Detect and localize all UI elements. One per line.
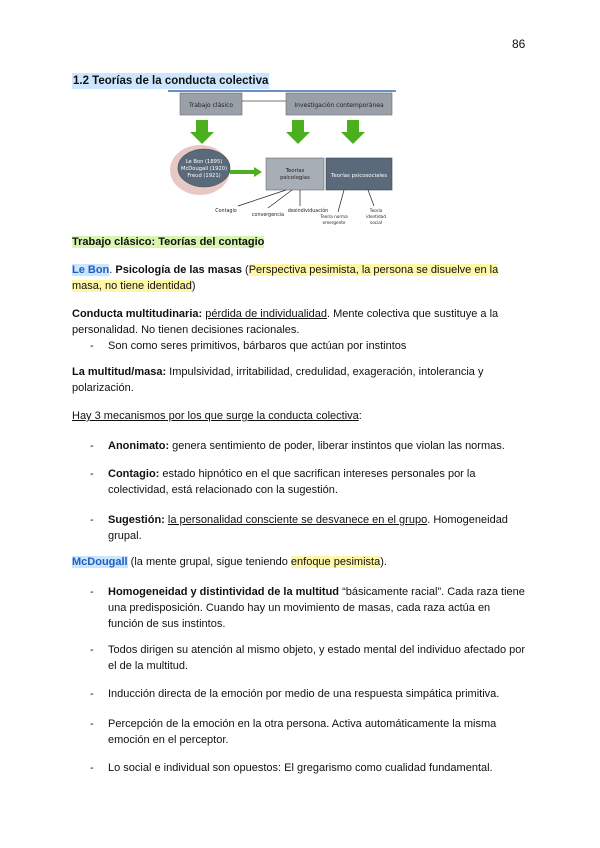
- green-arrow-horizontal: [230, 167, 262, 177]
- mcdougall-name: McDougall: [72, 556, 128, 568]
- mcd-item-3: - Inducción directa de la emoción por medio de una respuesta simpática primitiva.: [72, 686, 528, 702]
- label-norma-2: emergente: [322, 220, 346, 225]
- multitudinaria-bullet: - Son como seres primitivos, bárbaros que actúan por instintos: [72, 338, 528, 354]
- mecanismo-sugestion: - Sugestión: la personalidad consciente se desvanece en el grupo. Homogeneidad grupal.: [72, 512, 528, 544]
- diagram-top-rule: [168, 90, 396, 92]
- label-identidad-2: identidad: [366, 214, 386, 219]
- collective-behavior-diagram: [168, 88, 398, 228]
- mcd-item-1: - Homogeneidad y distintividad de la multitud “básicamente racial”. Cada raza tiene una predisposición. Cuando hay un movimiento de masas, cada raza actúa en función de sus instintos.: [72, 584, 528, 632]
- green-arrow-middle: [286, 120, 310, 144]
- label-contagio: Contagio: [215, 209, 237, 214]
- label-identidad-1: Teoría: [369, 208, 383, 213]
- multitud-paragraph: La multitud/masa: Impulsividad, irritabilidad, credulidad, exageración, intolerancia y polarización.: [72, 366, 484, 394]
- mecanismo-contagio: - Contagio: estado hipnótico en el que sacrifican intereses personales por la colectividad, está relacionado con la sugestión.: [72, 466, 528, 498]
- section-title: 1.2 Teorías de la conducta colectiva: [73, 75, 269, 87]
- mcd-item-5: - Lo social e individual son opuestos: El gregarismo como cualidad fundamental.: [72, 760, 528, 776]
- box-teorias-psico-line-2: psicologías: [280, 175, 310, 181]
- oval-line-3: Freud (1921): [187, 173, 221, 179]
- lebon-name: Le Bon: [72, 264, 110, 276]
- box-investigacion-label: Investigación contemporánea: [294, 102, 384, 109]
- oval-line-1: Le Bon (1895): [185, 159, 223, 165]
- box-teorias-psicologicas: [266, 158, 324, 190]
- label-desindividuacion: desindividuación: [287, 209, 329, 214]
- lebon-work: Psicología de las masas: [115, 264, 242, 276]
- lebon-paragraph: Le Bon. Psicología de las masas (Perspectiva pesimista, la persona se disuelve en la masa, no tiene identidad): [72, 264, 499, 292]
- page-number: 86: [512, 37, 526, 51]
- mcdougall-paragraph: McDougall (la mente grupal, sigue teniendo enfoque pesimista).: [72, 556, 387, 568]
- label-convergencia: convergencia: [251, 213, 285, 218]
- subtitle: Trabajo clásico: Teorías del contagio: [72, 236, 265, 248]
- mecanismos-title: Hay 3 mecanismos por los que surge la conducta colectiva:: [72, 410, 362, 422]
- green-arrow-right: [341, 120, 365, 144]
- oval-line-2: McDougall (1920): [180, 166, 228, 172]
- green-arrow-left: [190, 120, 214, 144]
- multitudinaria-paragraph: Conducta multitudinaria: pérdida de individualidad. Mente colectiva que sustituye a la personalidad. No tienen decisiones racionales.: [72, 308, 499, 336]
- label-norma-1: Teoría norma: [320, 214, 348, 219]
- mcd-item-2: - Todos dirigen su atención al mismo objeto, y estado mental del individuo afectado por el de la multitud.: [72, 642, 528, 674]
- label-identidad-3: social: [370, 220, 382, 225]
- mcd-item-4: - Percepción de la emoción en la otra persona. Activa automáticamente la misma emoción en el perceptor.: [72, 716, 528, 748]
- box-teorias-psico-line-1: Teorías: [285, 168, 305, 174]
- box-teorias-psicosociales-label: Teorías psicosociales: [330, 173, 388, 179]
- mecanismo-anonimato: - Anonimato: genera sentimiento de poder, liberar instintos que violan las normas.: [72, 438, 528, 454]
- lebon-perspective: Perspectiva pesimista, la persona se disuelve en la masa, no tiene identidad: [72, 264, 499, 292]
- box-trabajo-label: Trabajo clásico: [188, 102, 234, 109]
